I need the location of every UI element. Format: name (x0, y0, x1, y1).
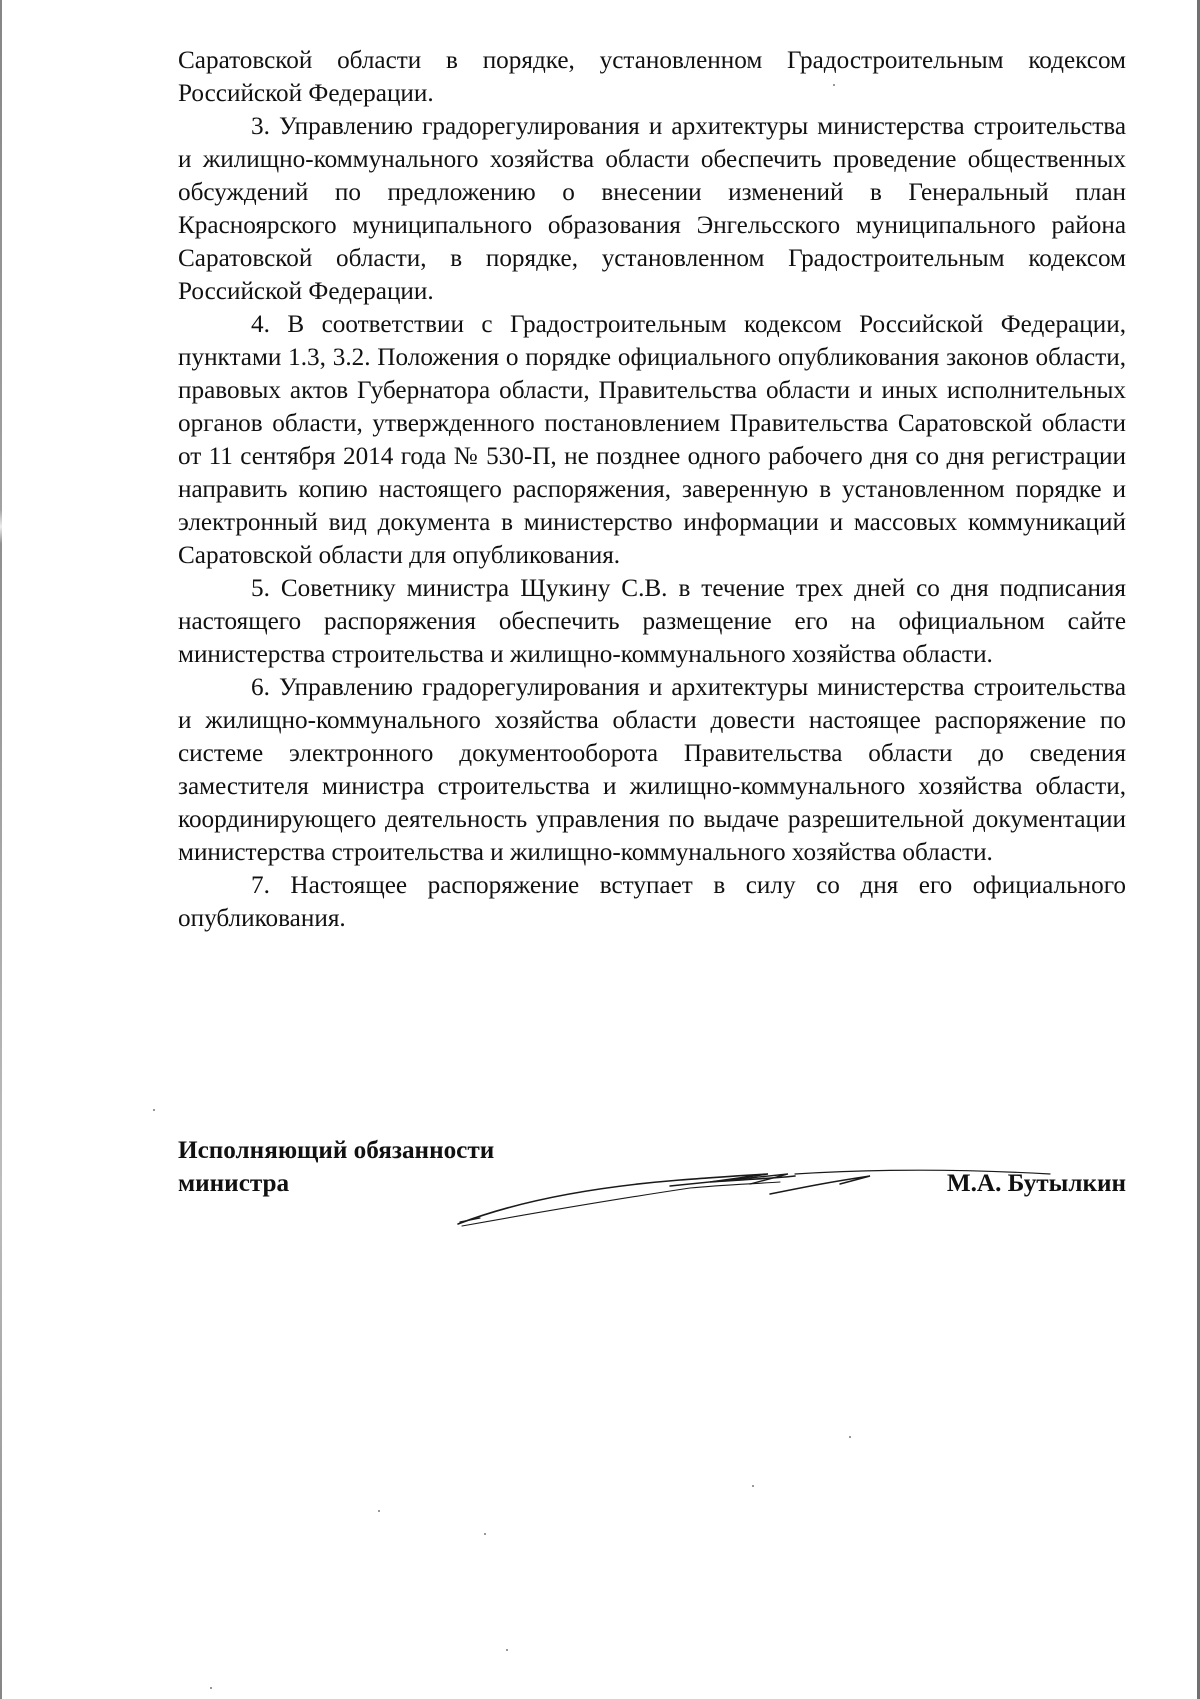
scan-speck (833, 84, 835, 86)
signatory-name: М.А. Бутылкин (946, 1170, 1126, 1197)
signatory-title-line2: министра (178, 1170, 290, 1197)
scan-left-edge (0, 0, 2, 1699)
paragraph-5: 5. Советнику министра Щукину С.В. в течение трех дней со дня подписания настоящего распоряжения обеспечить размещение его на официальном сайте министерства строительства и жилищно-коммунального хозяйства области. (178, 575, 1126, 668)
paragraph-6: 6. Управлению градорегулирования и архитектуры министерства строительства и жилищно-коммунального хозяйства области довести настоящее распоряжение по системе электронного документооборота Правительства области до сведения заместителя министра строительства и жилищно-коммунального хозяйства области, координирующего деятельность управления по выдаче разрешительной документации министерства строительства и жилищно-коммунального хозяйства области. (178, 674, 1126, 866)
paragraph-continuation: Саратовской области в порядке, установленном Градостроительным кодексом Российской Федерации. (178, 47, 1126, 107)
document-body (178, 44, 1126, 935)
scan-speck (153, 1109, 155, 1111)
paragraph-3: 3. Управлению градорегулирования и архитектуры министерства строительства и жилищно-коммунального хозяйства области обеспечить проведение общественных обсуждений по предложению о внесении изменений в Генеральный план Красноярского муниципального образования Энгельсского муниципального района Саратовской области, в порядке, установленном Градостроительным кодексом Российской Федерации. (178, 113, 1126, 305)
scan-speck (506, 1649, 508, 1651)
scan-speck (210, 1687, 212, 1689)
scan-speck (752, 1485, 754, 1487)
signatory-title-line1: Исполняющий обязанности (178, 1137, 495, 1164)
scan-speck (484, 1533, 486, 1535)
paragraph-4: 4. В соответствии с Градостроительным кодексом Российской Федерации, пунктами 1.3, 3.2. Положения о порядке официального опубликования законов области, правовых актов Губернатора области, Правительства области и иных исполнительных органов области, утвержденного постановлением Правительства Саратовской области от 11 сентября 2014 года № 530-П, не позднее одного рабочего дня со дня регистрации направить копию настоящего распоряжения, заверенную в установленном порядке и электронный вид документа в министерство информации и массовых коммуникаций Саратовской области для опубликования. (178, 311, 1126, 569)
handwritten-signature (450, 1152, 1090, 1232)
paragraph-7: 7. Настоящее распоряжение вступает в силу со дня его официального опубликования. (178, 872, 1126, 932)
scan-speck (849, 1436, 851, 1438)
scan-speck (378, 1510, 380, 1512)
signatory-title (178, 1134, 494, 1200)
